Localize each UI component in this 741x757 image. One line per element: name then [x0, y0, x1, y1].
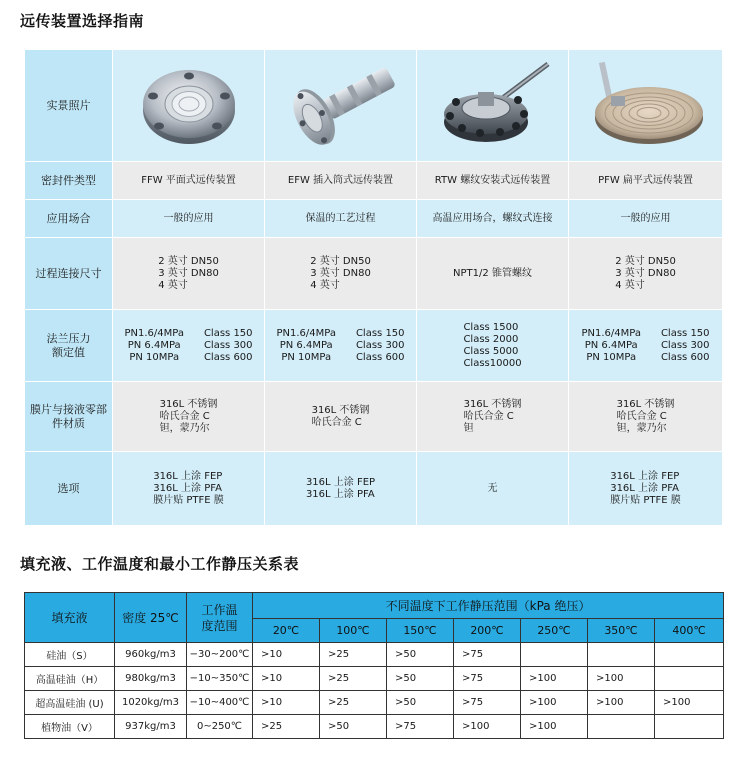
cell-line: Class 1500 — [463, 321, 519, 333]
cell-line: 316L 不锈钢 — [311, 404, 370, 416]
options-pfw — [569, 452, 723, 526]
fluid-density: 1020kg/m3 — [115, 691, 187, 715]
photo-cell-rtw — [417, 50, 569, 162]
pressure-value: >50 — [320, 715, 387, 739]
pressure-value: >75 — [454, 643, 521, 667]
cell-line: PN1.6/4MPa — [124, 327, 184, 339]
cell-line: 2 英寸 DN50 — [615, 255, 676, 267]
pressure-value: >10 — [253, 643, 320, 667]
cell-line: NPT1/2 锥管螺纹 — [453, 267, 532, 279]
fill-fluid-table — [24, 592, 724, 739]
pressure-value: >75 — [454, 667, 521, 691]
fluid-range: −10~400℃ — [187, 691, 253, 715]
pressure-value: >10 — [253, 667, 320, 691]
cell-line: PN 10MPa — [586, 351, 637, 363]
cell-line: 316L 不锈钢 — [159, 398, 218, 410]
header-pressure-group: 不同温度下工作静压范围（kPa 绝压） — [253, 593, 724, 619]
photo-cell-ffw — [113, 50, 265, 162]
cell-line: Class 600 — [203, 351, 253, 363]
pancake-seal-photo — [581, 58, 711, 150]
cell-line: 316L 上涂 PFA — [305, 488, 375, 500]
cell-line: 钽，蒙乃尔 — [616, 422, 667, 434]
cell-line: 2 英寸 DN50 — [158, 255, 219, 267]
cell-line: Class 600 — [660, 351, 710, 363]
row-label-pressure: 法兰压力 额定值 — [25, 310, 113, 382]
table-row — [25, 667, 724, 691]
pressure-value: >25 — [320, 643, 387, 667]
seal-selection-table — [24, 49, 723, 526]
cell-line: Class 300 — [355, 339, 405, 351]
fluid-range: −10~350℃ — [187, 667, 253, 691]
fluid-name: 硅油（S） — [25, 643, 115, 667]
connection-efw — [265, 238, 417, 310]
header-temp: 350℃ — [588, 619, 655, 643]
row-label-photo: 实景照片 — [25, 50, 113, 162]
seal-type-ffw: FFW 平面式远传装置 — [113, 162, 265, 200]
cell-line: 316L 不锈钢 — [463, 398, 522, 410]
header-temp: 400℃ — [655, 619, 724, 643]
materials-rtw — [417, 382, 569, 452]
connection-rtw — [417, 238, 569, 310]
application-ffw: 一般的应用 — [113, 200, 265, 238]
flange-flush-photo — [129, 58, 249, 150]
seal-type-efw: EFW 插入筒式远传装置 — [265, 162, 417, 200]
pressure-value: >10 — [253, 691, 320, 715]
cell-line: Class 2000 — [463, 333, 519, 345]
application-rtw: 高温应用场合，螺纹式连接 — [417, 200, 569, 238]
cell-line: 膜片贴 PTFE 膜 — [610, 494, 681, 506]
cell-line: 哈氏合金 C — [159, 410, 210, 422]
pressure-value — [655, 643, 724, 667]
pressure-ffw — [113, 310, 265, 382]
pressure-value: >75 — [387, 715, 454, 739]
connection-ffw — [113, 238, 265, 310]
header-temp: 250℃ — [521, 619, 588, 643]
pressure-value — [588, 643, 655, 667]
photo-cell-efw — [265, 50, 417, 162]
cell-line: 316L 不锈钢 — [616, 398, 675, 410]
pressure-value: >50 — [387, 667, 454, 691]
table-row — [25, 715, 724, 739]
header-temp: 200℃ — [454, 619, 521, 643]
header-temp: 150℃ — [387, 619, 454, 643]
fluid-density: 937kg/m3 — [115, 715, 187, 739]
pressure-rtw — [417, 310, 569, 382]
cell-line: Class 300 — [203, 339, 253, 351]
pressure-value — [655, 715, 724, 739]
cell-line: 钽 — [463, 422, 474, 434]
materials-ffw — [113, 382, 265, 452]
pressure-value: >100 — [521, 691, 588, 715]
pressure-pfw — [569, 310, 723, 382]
pressure-value: >50 — [387, 691, 454, 715]
fluid-density: 960kg/m3 — [115, 643, 187, 667]
header-fluid: 填充液 — [25, 593, 115, 643]
pressure-value — [655, 667, 724, 691]
cell-line: 哈氏合金 C — [616, 410, 667, 422]
row-label-options: 选项 — [25, 452, 113, 526]
cell-line: 哈氏合金 C — [463, 410, 514, 422]
cell-line: PN 6.4MPa — [584, 339, 638, 351]
table-row — [25, 643, 724, 667]
cell-line: 钽，蒙乃尔 — [159, 422, 210, 434]
row-label-seal-type: 密封件类型 — [25, 162, 113, 200]
header-density: 密度 25℃ — [115, 593, 187, 643]
cell-line: 316L 上涂 FEP — [305, 476, 376, 488]
options-ffw — [113, 452, 265, 526]
pressure-value: >75 — [454, 691, 521, 715]
pressure-value: >100 — [588, 691, 655, 715]
fluid-name: 高温硅油（H） — [25, 667, 115, 691]
fluid-name: 植物油（V） — [25, 715, 115, 739]
cell-line: Class10000 — [463, 357, 522, 369]
cell-line: 哈氏合金 C — [311, 416, 362, 428]
fluid-density: 980kg/m3 — [115, 667, 187, 691]
cell-line: 4 英寸 — [310, 279, 340, 291]
extended-flange-photo — [276, 58, 406, 150]
cell-line: PN 6.4MPa — [279, 339, 333, 351]
cell-line: Class 5000 — [463, 345, 519, 357]
cell-line: 3 英寸 DN80 — [310, 267, 371, 279]
threaded-seal-photo — [428, 58, 558, 150]
cell-line: PN1.6/4MPa — [276, 327, 336, 339]
pressure-value — [521, 643, 588, 667]
pressure-value: >50 — [387, 643, 454, 667]
pressure-value: >100 — [521, 715, 588, 739]
pressure-value — [588, 715, 655, 739]
cell-line: 316L 上涂 FEP — [153, 470, 223, 482]
pressure-efw — [265, 310, 417, 382]
cell-line: Class 150 — [660, 327, 710, 339]
header-temp-range: 工作温 度范围 — [187, 593, 253, 643]
photo-cell-pfw — [569, 50, 723, 162]
cell-line: 3 英寸 DN80 — [158, 267, 219, 279]
cell-line: PN 10MPa — [281, 351, 332, 363]
seal-type-rtw: RTW 螺纹安装式远传装置 — [417, 162, 569, 200]
pressure-value: >100 — [655, 691, 724, 715]
materials-pfw — [569, 382, 723, 452]
cell-line: 膜片贴 PTFE 膜 — [153, 494, 224, 506]
cell-line: PN1.6/4MPa — [581, 327, 641, 339]
cell-line: Class 150 — [355, 327, 405, 339]
cell-line: 2 英寸 DN50 — [310, 255, 371, 267]
cell-line: PN 10MPa — [129, 351, 180, 363]
application-pfw: 一般的应用 — [569, 200, 723, 238]
pressure-value: >100 — [521, 667, 588, 691]
options-efw — [265, 452, 417, 526]
connection-pfw — [569, 238, 723, 310]
pressure-value: >25 — [320, 691, 387, 715]
section-title-fill-fluid: 填充液、工作温度和最小工作静压关系表 — [20, 555, 300, 573]
cell-line: 4 英寸 — [615, 279, 645, 291]
table-row — [25, 691, 724, 715]
seal-type-pfw: PFW 扁平式远传装置 — [569, 162, 723, 200]
pressure-value: >25 — [253, 715, 320, 739]
pressure-value: >100 — [588, 667, 655, 691]
header-temp: 20℃ — [253, 619, 320, 643]
row-label-application: 应用场合 — [25, 200, 113, 238]
fluid-range: −30~200℃ — [187, 643, 253, 667]
cell-line: 无 — [487, 482, 498, 494]
cell-line: Class 300 — [660, 339, 710, 351]
pressure-value: >100 — [454, 715, 521, 739]
cell-line: 316L 上涂 FEP — [610, 470, 680, 482]
cell-line: 3 英寸 DN80 — [615, 267, 676, 279]
options-rtw — [417, 452, 569, 526]
materials-efw — [265, 382, 417, 452]
cell-line: Class 150 — [203, 327, 253, 339]
cell-line: Class 600 — [355, 351, 405, 363]
application-efw: 保温的工艺过程 — [265, 200, 417, 238]
pressure-value: >25 — [320, 667, 387, 691]
section-title-seal-guide: 远传装置选择指南 — [20, 12, 145, 30]
cell-line: 4 英寸 — [158, 279, 188, 291]
cell-line: PN 6.4MPa — [127, 339, 181, 351]
cell-line: 316L 上涂 PFA — [610, 482, 679, 494]
fluid-name: 超高温硅油 (U) — [25, 691, 115, 715]
fluid-range: 0~250℃ — [187, 715, 253, 739]
cell-line: 316L 上涂 PFA — [153, 482, 222, 494]
row-label-connection: 过程连接尺寸 — [25, 238, 113, 310]
header-temp: 100℃ — [320, 619, 387, 643]
row-label-materials: 膜片与接液零部 件材质 — [25, 382, 113, 452]
